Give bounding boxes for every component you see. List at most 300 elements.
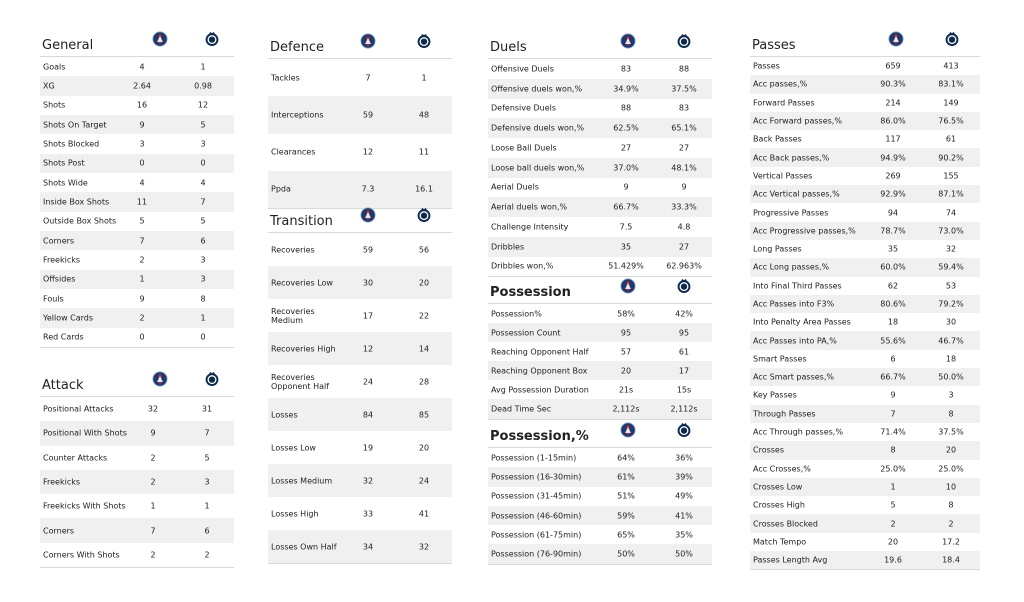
stat-label: Losses Own Half <box>271 542 337 551</box>
away-value: 79.2% <box>938 299 964 309</box>
away-value: 17.2 <box>942 537 960 547</box>
stat-label: Recoveries High <box>271 344 336 353</box>
stat-row <box>750 222 980 240</box>
away-value: 87.1% <box>938 189 964 199</box>
home-value: 2 <box>150 477 156 487</box>
stat-row <box>40 212 234 231</box>
home-value: 86.0% <box>880 116 906 126</box>
home-value: 80.6% <box>880 299 906 309</box>
stat-row <box>268 332 452 365</box>
stat-label: Possession (76-90min) <box>491 549 582 559</box>
stat-label: Crosses <box>753 445 785 455</box>
panel-transition <box>268 206 452 564</box>
stat-row <box>40 421 234 445</box>
stat-label: Into Final Third Passes <box>753 281 842 291</box>
stat-label: Red Cards <box>43 332 84 342</box>
away-value: 27 <box>678 143 690 153</box>
stat-row <box>40 250 234 269</box>
away-value: 8 <box>948 500 954 510</box>
panel-header <box>488 421 712 448</box>
away-value: 31 <box>201 404 213 414</box>
home-value: 7 <box>150 526 156 536</box>
away-value: 53 <box>945 281 957 291</box>
stat-row <box>750 331 980 349</box>
stat-row <box>750 240 980 258</box>
stat-row <box>750 57 980 75</box>
home-value: 4 <box>139 62 145 72</box>
stat-label: Outside Box Shots <box>43 216 117 226</box>
home-value: 5 <box>890 500 896 510</box>
home-value: 2.64 <box>133 81 151 91</box>
stat-label: Acc Through passes,% <box>753 427 843 437</box>
home-value: 55.6% <box>880 336 906 346</box>
stat-row <box>750 350 980 368</box>
away-value: 10 <box>945 482 957 492</box>
stat-label: Losses <box>271 410 298 419</box>
away-value: 7 <box>204 428 210 438</box>
brugge-crest-icon <box>416 33 432 49</box>
home-value: 59% <box>617 511 635 521</box>
stat-row <box>750 460 980 478</box>
stat-row <box>268 464 452 497</box>
away-value: 36% <box>675 453 693 463</box>
stat-row <box>268 233 452 266</box>
stat-label: Ppda <box>271 184 291 194</box>
away-value: 1 <box>200 62 206 72</box>
stat-row <box>488 399 712 418</box>
brugge-crest-icon <box>676 278 692 294</box>
stat-row <box>750 277 980 295</box>
home-value: 117 <box>885 134 901 144</box>
away-value: 61 <box>945 134 957 144</box>
home-value: 16 <box>136 100 148 110</box>
home-value: 1 <box>150 501 156 511</box>
away-value: 37.5% <box>938 427 964 437</box>
stat-row <box>750 112 980 130</box>
home-value: 21s <box>618 385 634 395</box>
panel-title: General <box>42 38 94 53</box>
stat-label: Acc Forward passes,% <box>753 116 842 126</box>
away-value: 90.2% <box>938 153 964 163</box>
stat-row <box>488 138 712 158</box>
away-value: 35% <box>675 530 693 540</box>
away-value: 37.5% <box>671 84 697 94</box>
stat-row <box>750 167 980 185</box>
stat-row <box>40 270 234 289</box>
away-value: 6 <box>204 526 210 536</box>
home-value: 2 <box>139 313 145 323</box>
home-value: 12 <box>362 147 374 157</box>
stat-label: Corners <box>43 236 75 246</box>
stat-label: Corners <box>43 526 75 536</box>
home-value: 51.429% <box>608 261 644 271</box>
away-value: 3 <box>200 139 206 149</box>
psg-crest-icon <box>152 371 168 387</box>
stat-label: Possession Count <box>491 328 561 338</box>
home-value: 2 <box>890 519 896 529</box>
away-value: 7 <box>200 197 206 207</box>
home-value: 35 <box>887 244 899 254</box>
home-value: 65% <box>617 530 635 540</box>
home-value: 1 <box>890 482 896 492</box>
home-value: 34 <box>362 542 374 551</box>
psg-crest-icon <box>360 207 376 223</box>
psg-crest-icon <box>360 33 376 49</box>
stat-row <box>268 96 452 133</box>
stat-row <box>750 386 980 404</box>
home-value: 62 <box>887 281 899 291</box>
away-value: 0.98 <box>194 81 212 91</box>
stat-label: Dribbles <box>491 242 525 252</box>
brugge-crest-icon <box>944 31 960 47</box>
stat-row <box>488 197 712 217</box>
away-value: 65.1% <box>671 123 697 133</box>
stat-label: Through Passes <box>753 409 816 419</box>
away-value: 3 <box>200 255 206 265</box>
home-value: 2 <box>150 550 156 560</box>
stat-row <box>268 497 452 530</box>
home-value: 4 <box>139 178 145 188</box>
home-value: 88 <box>620 103 632 113</box>
away-value: 8 <box>200 294 206 304</box>
stat-row <box>750 313 980 331</box>
stat-label: Back Passes <box>753 134 802 144</box>
stat-label: Defensive Duels <box>491 103 557 113</box>
stat-row <box>488 237 712 257</box>
stat-row <box>750 130 980 148</box>
home-value: 95 <box>620 328 632 338</box>
stat-label: Interceptions <box>271 110 324 120</box>
stat-label: Shots Blocked <box>43 139 100 149</box>
stat-row <box>40 57 234 76</box>
away-value: 18.4 <box>942 555 960 565</box>
stat-row <box>488 544 712 563</box>
stat-label: Dead Time Sec <box>491 404 552 414</box>
home-value: 66.7% <box>880 372 906 382</box>
panel-bottom-rule <box>268 563 452 564</box>
stat-label: Reaching Opponent Half <box>491 347 589 357</box>
stat-label: Goals <box>43 62 66 72</box>
away-value: 3 <box>948 390 954 400</box>
away-value: 50.0% <box>938 372 964 382</box>
panel-header <box>268 206 452 233</box>
stat-label: Long Passes <box>753 244 802 254</box>
away-value: 2 <box>948 519 954 529</box>
home-value: 33 <box>362 509 374 518</box>
panel-title: Passes <box>752 38 796 53</box>
away-value: 20 <box>945 445 957 455</box>
away-value: 32 <box>945 244 957 254</box>
home-value: 92.9% <box>880 189 906 199</box>
stat-label: Acc Back passes,% <box>753 153 830 163</box>
home-value: 94 <box>887 208 899 218</box>
away-value: 28 <box>418 377 430 386</box>
stat-label: Possession (46-60min) <box>491 511 582 521</box>
stat-label: Shots Wide <box>43 178 88 188</box>
away-value: 15s <box>676 385 692 395</box>
stat-row <box>488 342 712 361</box>
brugge-crest-icon <box>416 207 432 223</box>
home-value: 57 <box>620 347 632 357</box>
away-value: 88 <box>678 64 690 74</box>
stat-row <box>40 231 234 250</box>
away-value: 5 <box>200 216 206 226</box>
stat-row <box>750 405 980 423</box>
stat-label: Freekicks With Shots <box>43 501 126 511</box>
away-value: 149 <box>943 98 959 108</box>
away-value: 20 <box>418 443 430 452</box>
stat-row <box>40 308 234 327</box>
stat-row <box>488 506 712 525</box>
home-value: 11 <box>136 197 148 207</box>
stat-row <box>40 115 234 134</box>
stat-label: Freekicks <box>43 477 81 487</box>
stat-row <box>40 470 234 494</box>
stat-label: Positional With Shots <box>43 428 127 438</box>
away-value: 62.963% <box>666 261 702 271</box>
stat-row <box>40 446 234 470</box>
away-value: 73.0% <box>938 226 964 236</box>
panel-bottom-rule <box>488 564 712 565</box>
away-value: 9 <box>681 182 687 192</box>
home-value: 37.0% <box>613 163 639 173</box>
stat-label: Aerial duels won,% <box>491 202 568 212</box>
home-value: 9 <box>139 120 145 130</box>
stat-row <box>40 96 234 115</box>
home-value: 9 <box>890 390 896 400</box>
panel-bottom-rule <box>40 347 234 348</box>
panel-header <box>750 30 980 57</box>
home-value: 60.0% <box>880 262 906 272</box>
away-value: 27 <box>678 242 690 252</box>
stat-label: Possession (1-15min) <box>491 453 577 463</box>
away-value: 56 <box>418 245 430 254</box>
stat-label: Yellow Cards <box>43 313 94 323</box>
home-value: 66.7% <box>613 202 639 212</box>
stat-row <box>268 365 452 398</box>
stat-label: Shots Post <box>43 158 85 168</box>
stat-label: Recoveries Medium <box>271 306 315 325</box>
stat-label: Into Penalty Area Passes <box>753 317 851 327</box>
panel-bottom-rule <box>40 567 234 568</box>
away-value: 155 <box>943 171 959 181</box>
home-value: 7 <box>890 409 896 419</box>
panel-general <box>40 30 234 348</box>
stat-label: Possession (61-75min) <box>491 530 582 540</box>
stat-row <box>488 467 712 486</box>
stat-label: Losses Medium <box>271 476 333 485</box>
panel-header <box>40 370 234 397</box>
home-value: 659 <box>885 61 901 71</box>
away-value: 32 <box>418 542 430 551</box>
stat-row <box>488 217 712 237</box>
away-value: 4 <box>200 178 206 188</box>
stat-label: Offensive Duels <box>491 64 554 74</box>
home-value: 9 <box>623 182 629 192</box>
psg-crest-icon <box>620 278 636 294</box>
home-value: 59 <box>362 110 374 120</box>
home-value: 7 <box>139 236 145 246</box>
stat-label: Avg Possession Duration <box>491 385 589 395</box>
stat-label: Passes Length Avg <box>753 555 828 565</box>
home-value: 61% <box>617 472 635 482</box>
away-value: 14 <box>418 344 430 353</box>
home-value: 214 <box>885 98 901 108</box>
stat-row <box>750 148 980 166</box>
home-value: 62.5% <box>613 123 639 133</box>
away-value: 11 <box>418 147 430 157</box>
stat-row <box>750 478 980 496</box>
home-value: 7.5 <box>619 222 633 232</box>
stat-row <box>268 431 452 464</box>
home-value: 0 <box>139 158 145 168</box>
away-value: 3 <box>204 477 210 487</box>
stat-row <box>268 299 452 332</box>
stat-label: Shots <box>43 100 66 110</box>
stat-row <box>488 59 712 79</box>
away-value: 5 <box>200 120 206 130</box>
away-value: 83.1% <box>938 79 964 89</box>
psg-crest-icon <box>620 422 636 438</box>
home-value: 9 <box>150 428 156 438</box>
stat-label: Passes <box>753 61 780 71</box>
away-value: 1 <box>421 73 427 83</box>
away-value: 46.7% <box>938 336 964 346</box>
stat-row <box>750 368 980 386</box>
psg-crest-icon <box>888 31 904 47</box>
away-value: 41 <box>418 509 430 518</box>
home-value: 58% <box>617 309 635 319</box>
stat-label: Loose ball duels won,% <box>491 163 585 173</box>
home-value: 3 <box>139 139 145 149</box>
stat-row <box>488 178 712 198</box>
panel-bottom-rule <box>488 419 712 420</box>
panel-header <box>488 32 712 59</box>
stat-label: Offsides <box>43 274 76 284</box>
stat-row <box>488 99 712 119</box>
stat-label: Possession% <box>491 309 542 319</box>
stat-row <box>488 118 712 138</box>
stat-label: Acc Progressive passes,% <box>753 226 856 236</box>
stat-row <box>488 487 712 506</box>
stat-row <box>268 134 452 171</box>
stat-label: Vertical Passes <box>753 171 813 181</box>
stat-row <box>40 518 234 542</box>
stat-row <box>750 295 980 313</box>
away-value: 16.1 <box>415 184 433 194</box>
stat-row <box>488 525 712 544</box>
away-value: 5 <box>204 453 210 463</box>
stat-row <box>750 94 980 112</box>
stat-row <box>488 323 712 342</box>
home-value: 269 <box>885 171 901 181</box>
stat-label: Defensive duels won,% <box>491 123 585 133</box>
stat-row <box>488 304 712 323</box>
panel-header <box>40 30 234 57</box>
home-value: 12 <box>362 344 374 353</box>
away-value: 39% <box>675 472 693 482</box>
home-value: 30 <box>362 278 374 287</box>
stat-label: Possession (16-30min) <box>491 472 582 482</box>
stat-row <box>40 543 234 567</box>
home-value: 51% <box>617 491 635 501</box>
stat-row <box>268 171 452 208</box>
away-value: 20 <box>418 278 430 287</box>
stat-label: Clearances <box>271 147 316 157</box>
stat-label: Key Passes <box>753 390 797 400</box>
stat-row <box>750 551 980 569</box>
home-value: 34.9% <box>613 84 639 94</box>
panel-title: Possession,% <box>490 429 589 444</box>
panel-header <box>268 32 452 59</box>
away-value: 74 <box>945 208 957 218</box>
away-value: 6 <box>200 236 206 246</box>
stat-label: Acc Smart passes,% <box>753 372 834 382</box>
stat-row <box>488 257 712 277</box>
home-value: 94.9% <box>880 153 906 163</box>
home-value: 71.4% <box>880 427 906 437</box>
home-value: 1 <box>139 274 145 284</box>
stat-row <box>750 203 980 221</box>
home-value: 6 <box>890 354 896 364</box>
stat-row <box>488 448 712 467</box>
away-value: 1 <box>200 313 206 323</box>
brugge-crest-icon <box>204 31 220 47</box>
home-value: 32 <box>147 404 159 414</box>
panel-title: Duels <box>490 40 527 55</box>
away-value: 22 <box>418 311 430 320</box>
panel-title: Defence <box>270 40 324 55</box>
stat-row <box>750 423 980 441</box>
stat-row <box>488 361 712 380</box>
stat-label: Counter Attacks <box>43 453 108 463</box>
home-value: 8 <box>890 445 896 455</box>
panel-attack <box>40 370 234 568</box>
home-value: 32 <box>362 476 374 485</box>
stat-label: Recoveries Opponent Half <box>271 372 330 391</box>
stat-label: Smart Passes <box>753 354 807 364</box>
stat-label: Loose Ball Duels <box>491 143 557 153</box>
home-value: 27 <box>620 143 632 153</box>
home-value: 20 <box>887 537 899 547</box>
away-value: 61 <box>678 347 690 357</box>
stat-row <box>268 266 452 299</box>
home-value: 19.6 <box>884 555 902 565</box>
stat-row <box>750 258 980 276</box>
away-value: 12 <box>197 100 209 110</box>
stat-row <box>750 75 980 93</box>
stat-label: Crosses High <box>753 500 805 510</box>
away-value: 41% <box>675 511 693 521</box>
stat-label: Acc Passes into F3% <box>753 299 835 309</box>
stat-label: Crosses Low <box>753 482 803 492</box>
stat-label: Offensive duels won,% <box>491 84 583 94</box>
stat-row <box>40 76 234 95</box>
stat-label: Dribbles won,% <box>491 261 554 271</box>
away-value: 413 <box>943 61 959 71</box>
away-value: 85 <box>418 410 430 419</box>
stat-row <box>40 192 234 211</box>
panel-title: Transition <box>270 214 333 229</box>
stat-label: Fouls <box>43 294 64 304</box>
stat-row <box>40 397 234 421</box>
home-value: 5 <box>139 216 145 226</box>
stat-label: Tackles <box>271 73 300 83</box>
panel-duels <box>488 32 712 277</box>
stat-row <box>750 514 980 532</box>
home-value: 84 <box>362 410 374 419</box>
stat-label: Inside Box Shots <box>43 197 110 207</box>
